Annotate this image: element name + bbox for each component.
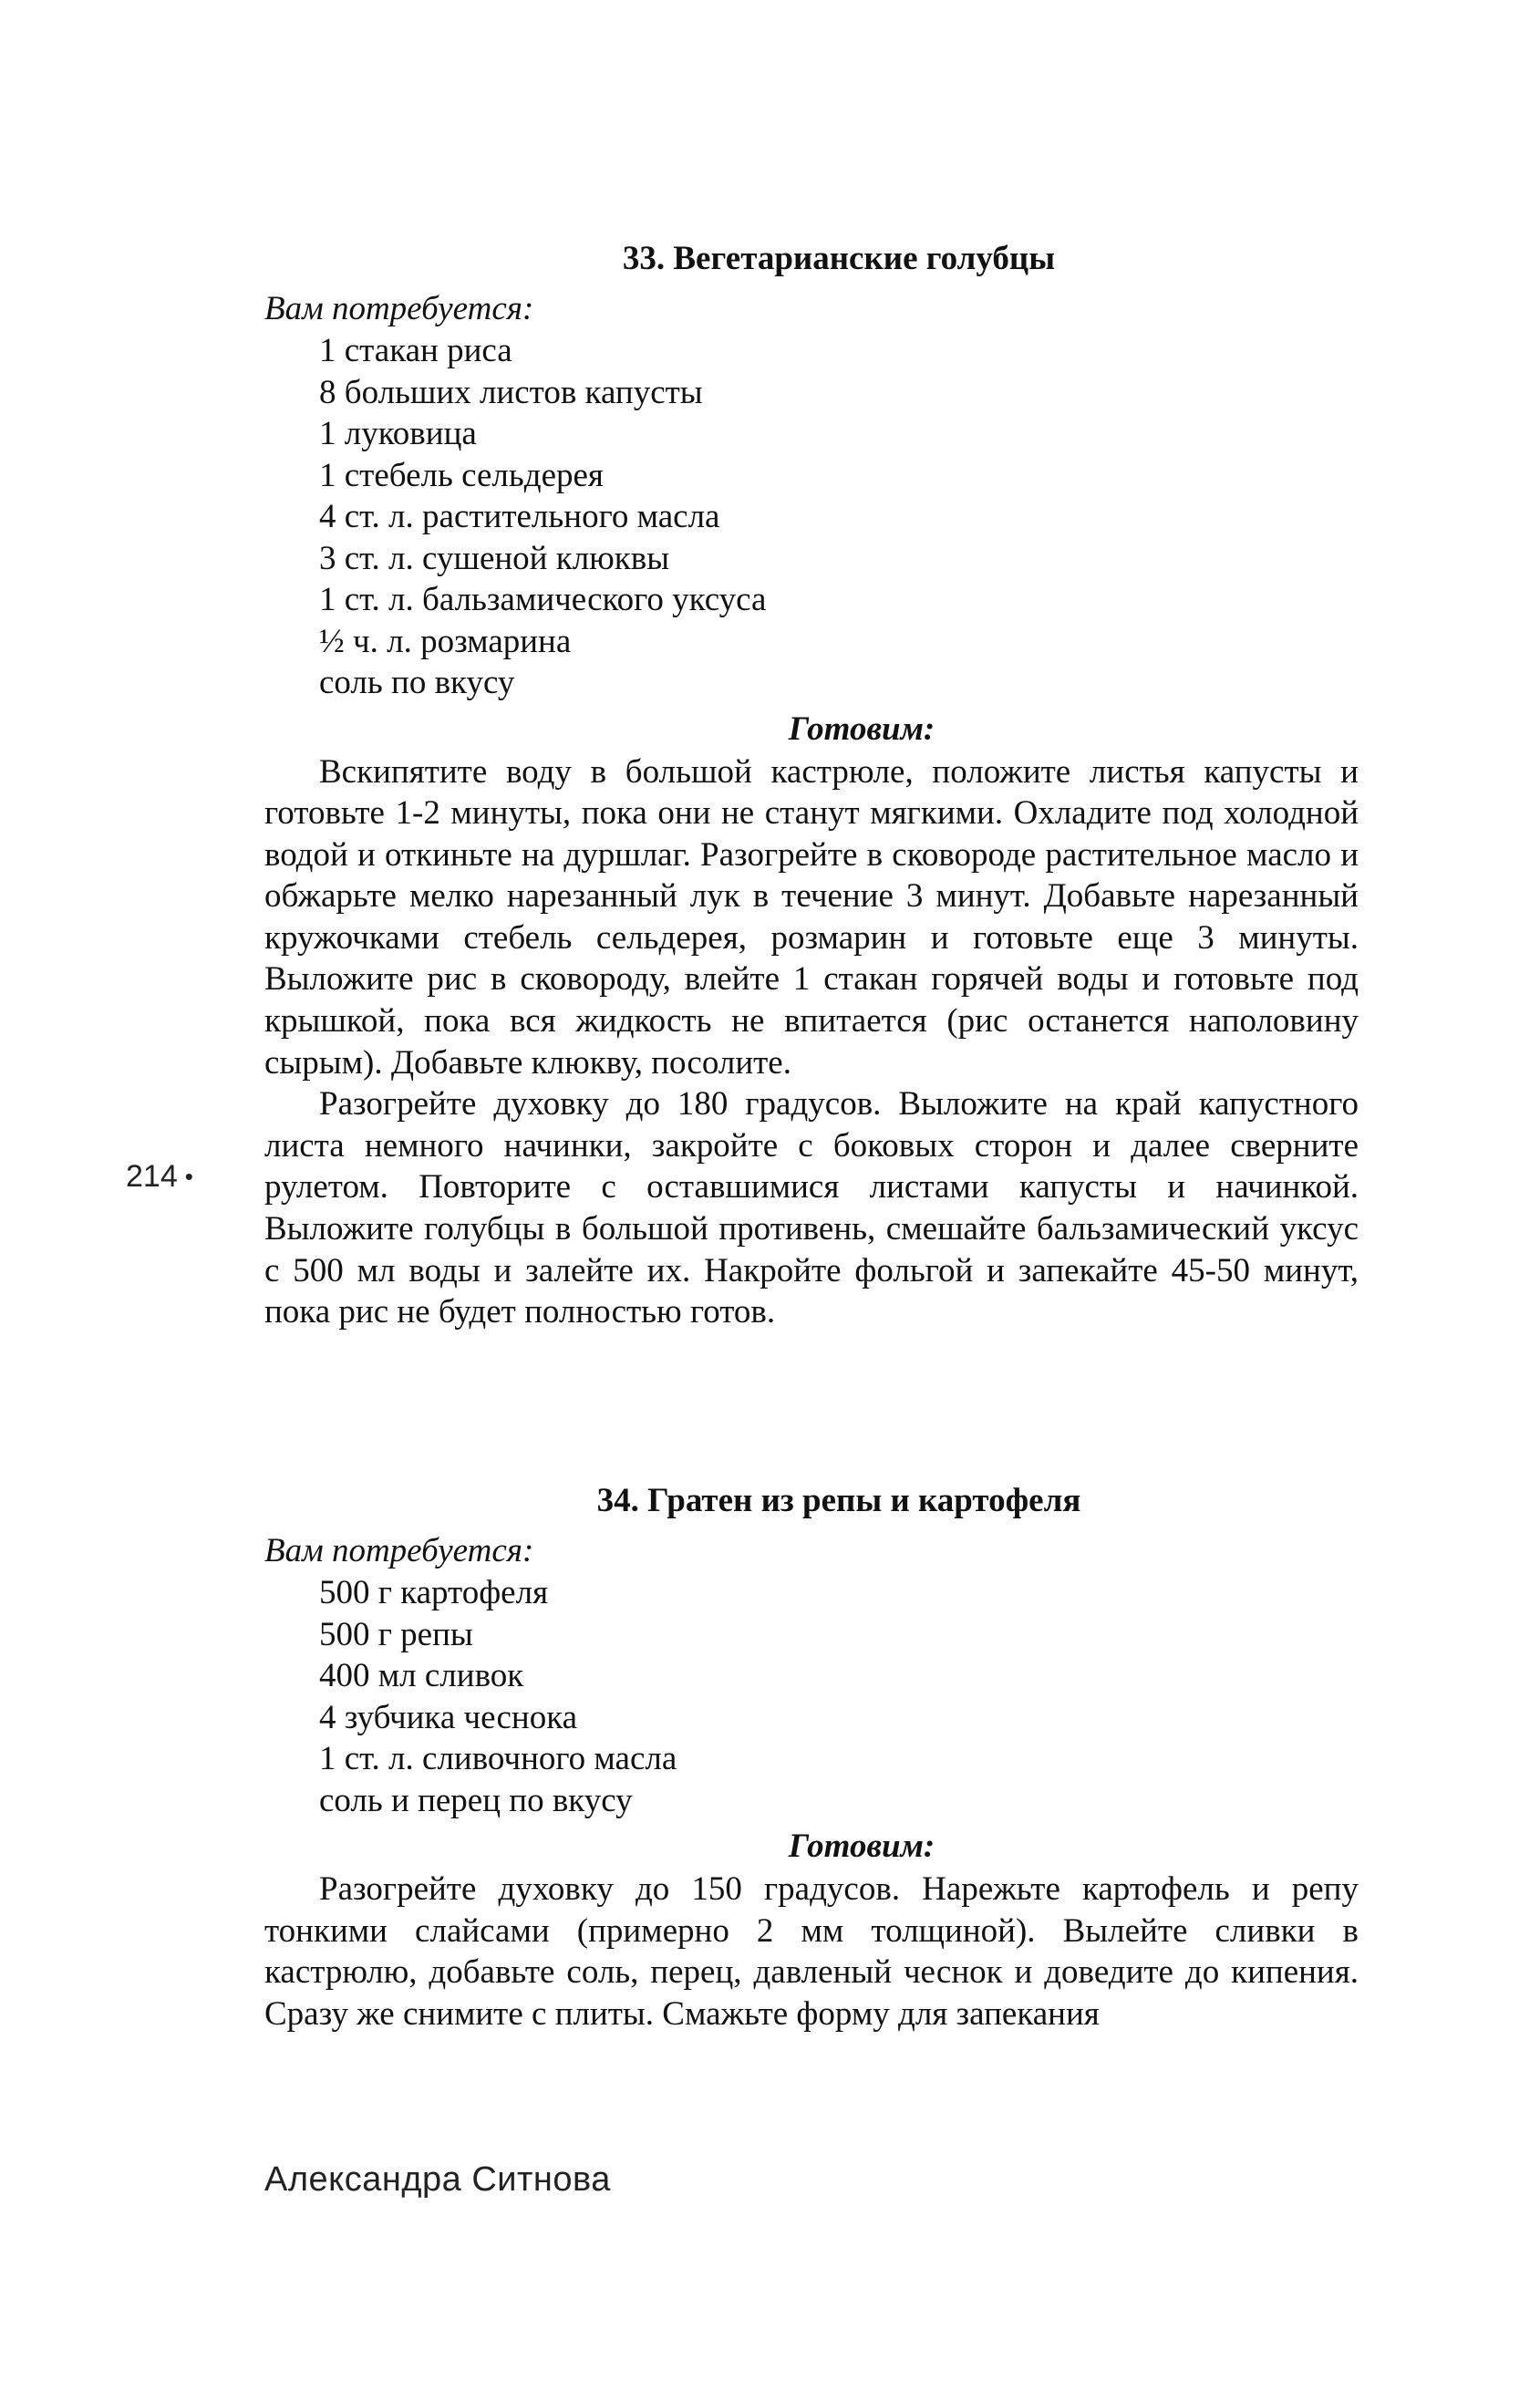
ingredient-item: 1 ст. л. бальзамического уксуса [319,581,767,618]
running-footer-author: Александра Ситнова [264,2160,611,2199]
ingredient-item: соль по вкусу [319,664,515,701]
ingredient-item: 4 зубчика чеснока [319,1698,578,1736]
recipe-33 [264,235,1359,1333]
method-paragraph: Разогрейте духовку до 150 градусов. Нарежьте картофель и репу тонкими слайсами (примерно 2 мм толщиной). Вылейте сливки в кастрюлю, добавьте соль, перец, давленый чеснок и доведите до кипения. Сразу же снимите с плиты. Смажьте форму для запекания [264,1870,1359,2033]
ingredient-item: 1 луковица [319,415,477,452]
recipe-34 [264,1477,1359,2035]
ingredient-item: 4 ст. л. растительного масла [319,498,720,535]
ingredient-item: ½ ч. л. розмарина [319,622,572,660]
recipe-title: 34. Гратен из репы и картофеля [596,1482,1081,1519]
page-number [126,1158,193,1195]
ingredient-item: 8 больших листов капусты [319,373,703,411]
method-heading: Готовим: [788,1828,935,1865]
page-number-value: 214 [126,1159,178,1194]
ingredient-list [264,1572,1359,1821]
method-paragraph: Вскипятите воду в большой кастрюле, положите листья капусты и готовьте 1-2 минуты, пока они не станут мягкими. Охладите под холодной водой и откиньте на дуршлаг. Разогрейте в сковороде растительное масло и обжарьте мелко нарезанный лук в течение 3 минут. Добавьте нарезанный кружочками стебель сельдерея, розмарин и готовьте еще 3 минуты. Выложите рис в сковороду, влейте 1 стакан горячей воды и готовьте под крышкой, пока вся жидкость не впитается (рис останется наполовину сырым). Добавьте клюкву, посолите. [264,752,1359,1082]
ingredient-item: 1 стебель сельдерея [319,456,604,494]
method-paragraph: Разогрейте духовку до 180 градусов. Выложите на край капустного листа немного начинки, закройте с боковых сторон и далее сверните рулетом. Повторите с оставшимися листами капусты и начинкой. Выложите голубцы в большой противень, смешайте бальзамический уксус с 500 мл воды и залейте их. Накройте фольгой и запекайте 45-50 минут, пока рис не будет полностью готов. [264,1085,1359,1331]
method-heading: Готовим: [788,709,935,748]
ingredient-item: 500 г репы [319,1615,473,1653]
ingredient-item: 500 г картофеля [319,1574,549,1611]
ingredients-heading: Вам потребуется: [264,290,534,327]
ingredient-list [264,330,1359,704]
ingredients-heading: Вам потребуется: [264,1532,534,1569]
ingredient-item: 1 стакан риса [319,332,512,369]
ingredient-item: 3 ст. л. сушеной клюквы [319,539,670,577]
ingredient-item: 400 мл сливок [319,1657,524,1694]
page-number-bullet: • [184,1163,193,1190]
recipe-title: 33. Вегетарианские голубцы [622,240,1056,277]
ingredient-item: 1 ст. л. сливочного масла [319,1740,677,1777]
ingredient-item: соль и перец по вкусу [319,1781,633,1819]
